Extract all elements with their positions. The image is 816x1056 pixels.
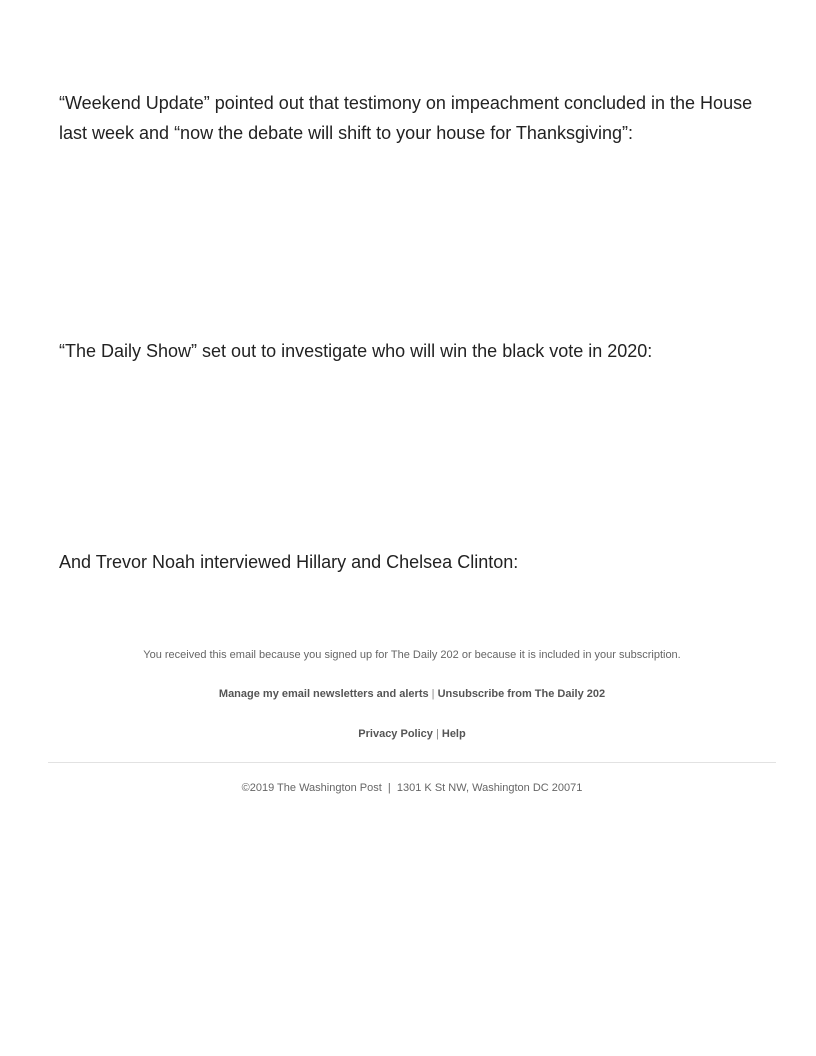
subscription-notice: You received this email because you signed up for The Daily 202 or because it is included in your subscription.	[143, 649, 681, 661]
manage-newsletters-link[interactable]: Manage my email newsletters and alerts	[218, 688, 429, 700]
help-link[interactable]: Help	[441, 728, 466, 740]
privacy-policy-link[interactable]: Privacy Policy	[358, 728, 433, 740]
article-paragraph-daily-show: “The Daily Show” set out to investigate who will win the black vote in 2020:	[59, 341, 653, 361]
link-separator: |	[432, 728, 442, 740]
copyright-text: ©2019 The Washington Post | 1301 K St NW, Washington DC 20071	[241, 782, 583, 794]
copyright-address	[48, 782, 776, 794]
article-paragraph-weekend-update: “Weekend Update” pointed out that testimony on impeachment concluded in the House last week and “now the debate will shift to your house for Thanksgiving”:	[59, 93, 753, 143]
footer-policy-row	[48, 728, 776, 740]
footer-divider	[48, 762, 776, 763]
article-paragraph-trevor-noah: And Trevor Noah interviewed Hillary and Chelsea Clinton:	[59, 552, 519, 572]
link-separator: |	[428, 688, 438, 700]
unsubscribe-link[interactable]: Unsubscribe from The Daily 202	[437, 688, 606, 700]
footer-links-row	[48, 688, 776, 700]
